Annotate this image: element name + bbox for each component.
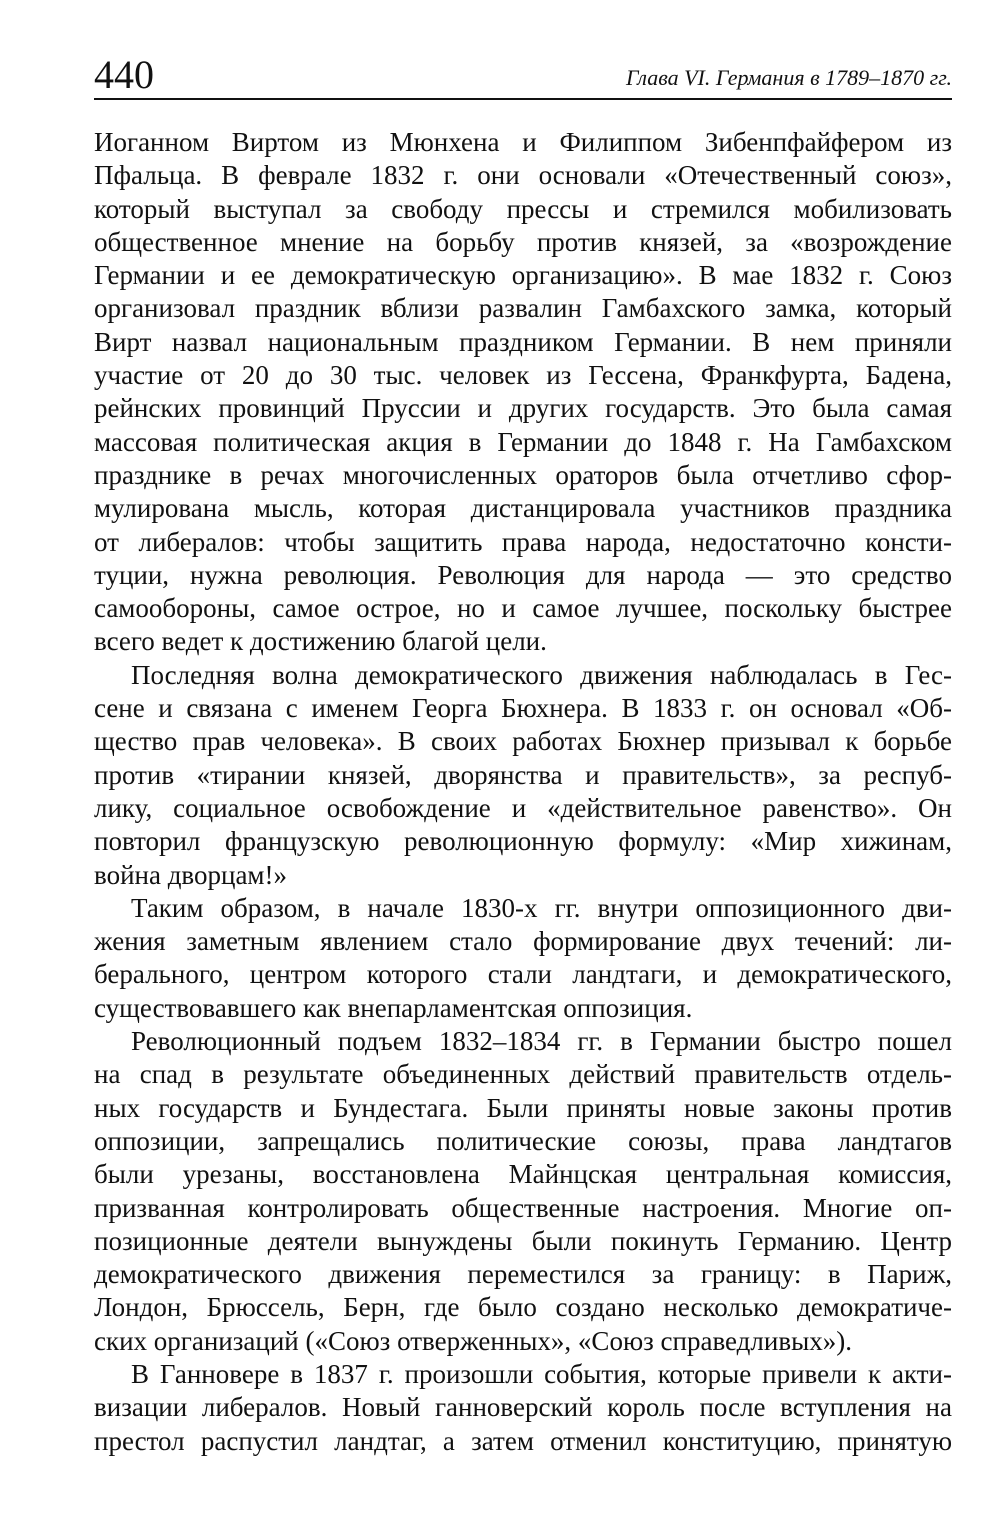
text-line: против «тирании князей, дворянства и правительств», за респуб-	[94, 759, 952, 790]
text-line: рейнских провинций Пруссии и других государств. Это была самая	[94, 393, 952, 424]
text-line: ных государств и Бундестага. Были приняты новые законы против	[94, 1092, 952, 1123]
text-line: жения заметным явлением стало формирование двух течений: ли-	[94, 926, 952, 957]
body-text	[94, 126, 952, 1458]
text-line: были урезаны, восстановлена Майнцская центральная комиссия,	[94, 1159, 952, 1190]
text-line: на спад в результате объединенных действий правительств отдель-	[94, 1059, 952, 1090]
page-header	[94, 52, 952, 100]
text-line: всего ведет к достижению благой цели.	[94, 626, 547, 657]
text-line: празднике в речах многочисленных ораторов была отчетливо сфор-	[94, 459, 952, 490]
text-line: визации либералов. Новый ганноверский король после вступления на	[94, 1392, 952, 1423]
text-line: оппозиции, запрещались политические союзы, права ландтагов	[94, 1125, 952, 1156]
text-line: Таким образом, в начале 1830-х гг. внутри оппозиционного дви-	[131, 892, 952, 923]
text-line: лику, социальное освобождение и «действительное равенство». Он	[94, 792, 952, 823]
text-line: позиционные деятели вынуждены были покинуть Германию. Центр	[94, 1225, 952, 1256]
text-line: существовавшего как внепарламентская оппозиция.	[94, 992, 693, 1023]
text-line: призванная контролировать общественные настроения. Многие оп-	[94, 1192, 952, 1223]
text-line: участие от 20 до 30 тыс. человек из Гессена, Франкфурта, Бадена,	[94, 360, 952, 391]
paragraph	[94, 1025, 952, 1358]
text-line: Последняя волна демократического движения наблюдалась в Гес-	[131, 659, 952, 690]
text-line: организовал праздник вблизи развалин Гамбахского замка, который	[94, 293, 952, 324]
text-line: туции, нужна революция. Революция для народа — это средство	[94, 559, 952, 590]
running-head: Глава VI. Германия в 1789–1870 гг.	[625, 65, 952, 90]
text-line: сене и связана с именем Георга Бюхнера. В 1833 г. он основал «Об-	[94, 693, 952, 724]
text-line: Революционный подъем 1832–1834 гг. в Германии быстро пошел	[131, 1026, 952, 1057]
text-line: В Ганновере в 1837 г. произошли события, которые привели к акти-	[131, 1358, 952, 1389]
text-line: Пфальца. В феврале 1832 г. они основали «Отечественный союз»,	[94, 160, 952, 191]
text-line: демократического движения переместился за границу: в Париж,	[94, 1259, 952, 1290]
text-line: война дворцам!»	[94, 859, 288, 890]
text-line: самообороны, самое острое, но и самое лучшее, поскольку быстрее	[94, 593, 952, 624]
paragraph	[94, 1358, 952, 1458]
paragraph	[94, 126, 952, 659]
text-line: массовая политическая акция в Германии до 1848 г. На Гамбахском	[94, 426, 952, 457]
text-line: который выступал за свободу прессы и стремился мобилизовать	[94, 193, 952, 224]
text-line: щество прав человека». В своих работах Бюхнер призывал к борьбе	[94, 726, 952, 757]
text-line: мулирована мысль, которая дистанцировала участников праздника	[94, 493, 952, 524]
text-line: ских организаций («Союз отверженных», «Союз справедливых»).	[94, 1325, 852, 1356]
paragraph	[94, 659, 952, 892]
paragraph	[94, 892, 952, 1025]
text-line: Германии и ее демократическую организацию». В мае 1832 г. Союз	[94, 260, 952, 291]
text-line: от либералов: чтобы защитить права народа, недостаточно консти-	[94, 526, 952, 557]
text-line: повторил французскую революционную формулу: «Мир хижинам,	[94, 826, 952, 857]
text-line: Лондон, Брюссель, Берн, где было создано несколько демократиче-	[94, 1292, 952, 1323]
text-line: Вирт назвал национальным праздником Германии. В нем приняли	[94, 326, 952, 357]
text-line: престол распустил ландтаг, а затем отменил конституцию, принятую	[94, 1425, 952, 1456]
text-line: общественное мнение на борьбу против князей, за «возрождение	[94, 226, 952, 257]
text-line: берального, центром которого стали ландтаги, и демократического,	[94, 959, 952, 990]
text-line: Иоганном Виртом из Мюнхена и Филиппом Зибенпфайфером из	[94, 127, 952, 157]
page-number: 440	[94, 52, 154, 97]
